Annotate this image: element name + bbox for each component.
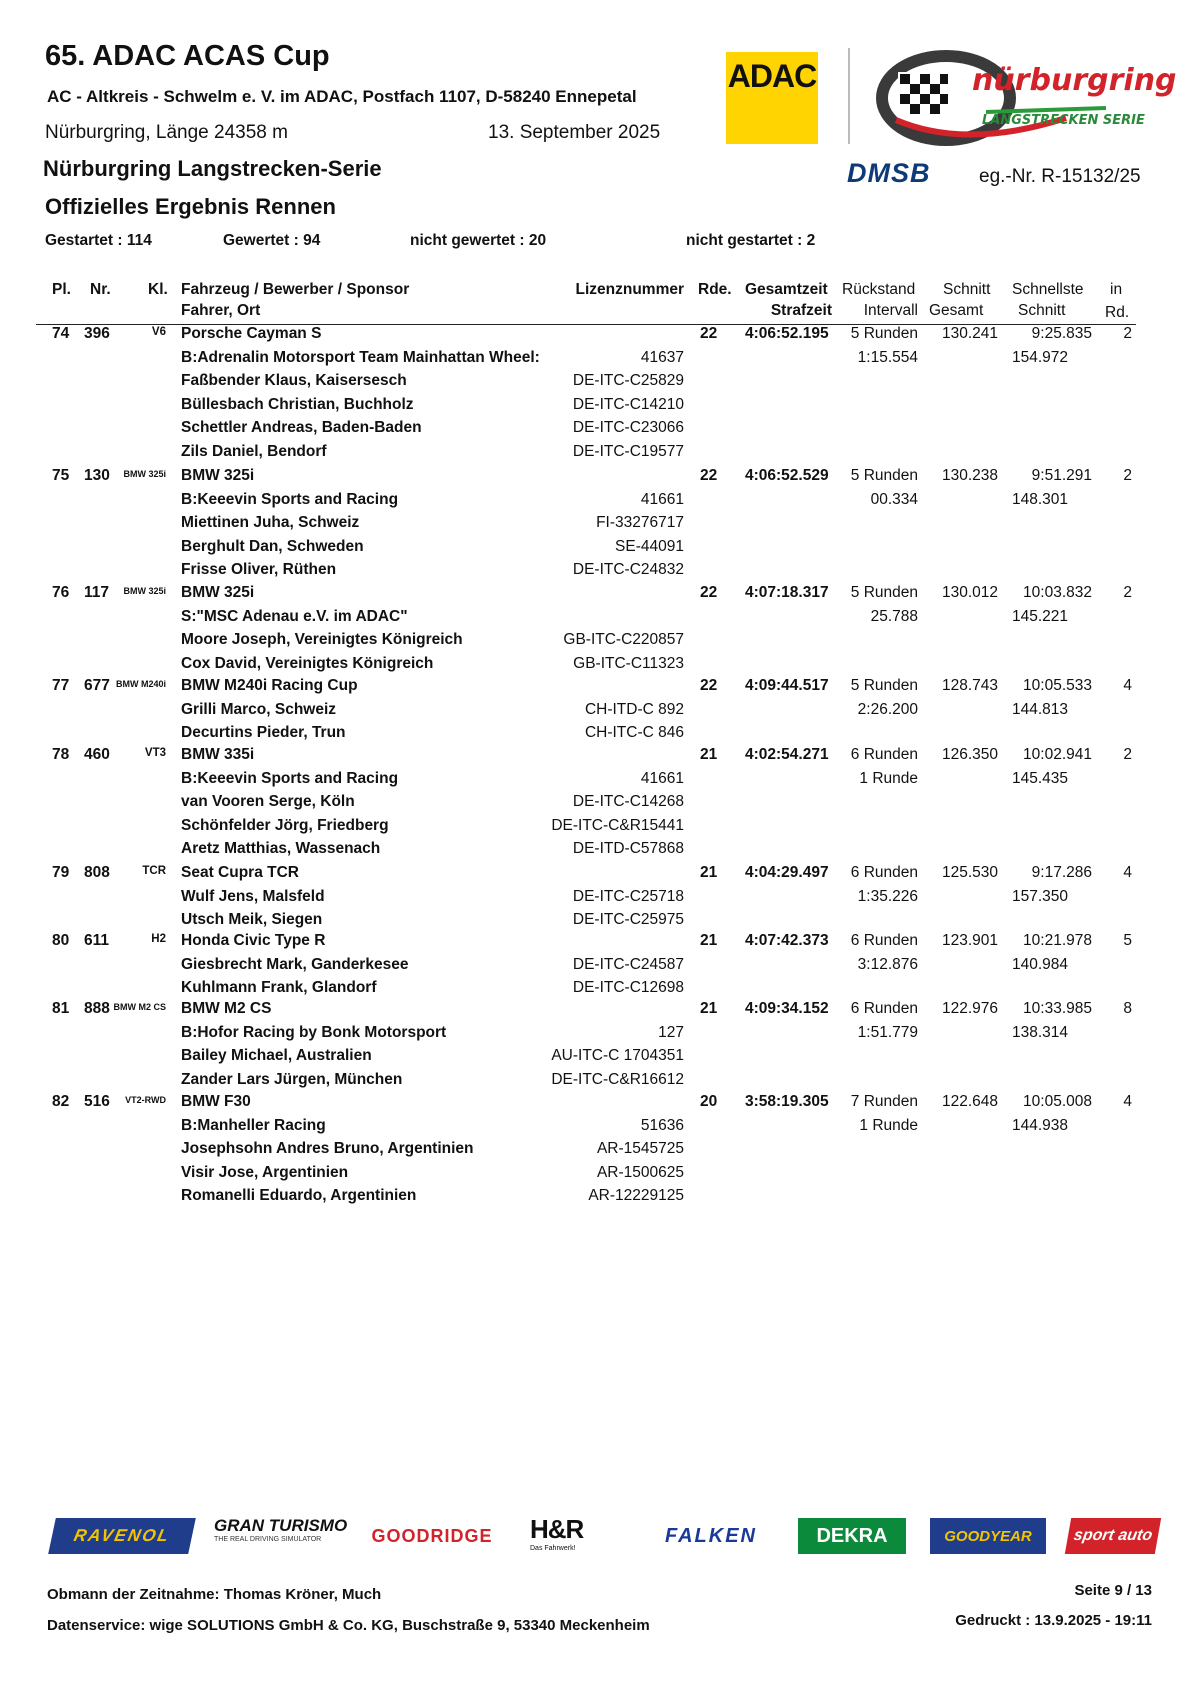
entry-class: VT3: [144, 747, 166, 759]
entry-fastest-lap: 9:17.286: [1031, 864, 1092, 881]
entry-car: BMW 325i: [181, 584, 255, 601]
entry-license: 41661: [640, 490, 684, 508]
entry-car: BMW 335i: [181, 746, 255, 763]
entry-interval: 00.334: [870, 490, 918, 508]
entry-total-time: 4:06:52.529: [745, 467, 829, 484]
entry-license: DE-ITC-C12698: [572, 979, 684, 996]
footer-page: Seite 9 / 13: [1074, 1582, 1152, 1599]
entry-fastest-avg: 157.350: [1012, 887, 1069, 905]
entry-license: CH-ITC-C 846: [584, 724, 684, 741]
entry-driver: Grilli Marco, Schweiz: [181, 700, 337, 718]
entry-total-time: 4:04:29.497: [745, 864, 829, 881]
col-interval: Intervall: [863, 302, 918, 319]
entry-license: DE-ITC-C14268: [572, 793, 684, 810]
sponsor-hr-logo: H&R Das Fahrwerk!: [530, 1514, 584, 1552]
entry-team: B:Keeevin Sports and Racing: [181, 769, 399, 787]
sponsor-goodyear-logo: GOODYEAR: [930, 1518, 1046, 1554]
entry-fastest-avg: 145.435: [1012, 769, 1069, 787]
footer-timekeeper: Obmann der Zeitnahme: Thomas Kröner, Much: [47, 1586, 382, 1603]
entry-car: BMW 325i: [181, 467, 255, 484]
entry-class: H2: [151, 933, 166, 945]
entry-laps: 22: [700, 584, 718, 601]
entry-license: AR-1500625: [596, 1163, 684, 1181]
entry-license: DE-ITC-C&R15441: [551, 816, 684, 834]
entry-fastest-round: 8: [1123, 1000, 1132, 1017]
entry-total-time: 4:06:52.195: [745, 325, 829, 342]
page-title: 65. ADAC ACAS Cup: [45, 40, 330, 72]
col-rd: Rd.: [1105, 304, 1130, 321]
entry-interval: 1:35.226: [857, 887, 918, 905]
sponsor-granturismo-logo: GRAN TURISMO THE REAL DRIVING SIMULATOR: [214, 1516, 348, 1543]
entry-fastest-avg: 144.813: [1012, 700, 1069, 718]
entry-fastest-round: 4: [1123, 864, 1132, 881]
entry-interval: 3:12.876: [857, 955, 918, 973]
entry-license: DE-ITC-C24832: [572, 561, 684, 578]
col-gap: Rückstand: [842, 281, 916, 298]
col-pl: Pl.: [52, 281, 71, 298]
entry-license: AR-12229125: [588, 1187, 684, 1204]
entry-gap: 5 Runden: [850, 467, 918, 484]
entry-driver: Decurtins Pieder, Trun: [181, 724, 346, 741]
sponsor-dekra-logo: DEKRA: [798, 1518, 906, 1554]
entry-car: BMW F30: [181, 1093, 251, 1110]
entry-driver: Utsch Meik, Siegen: [181, 911, 323, 928]
entry-fastest-avg: 145.221: [1012, 607, 1069, 625]
entry-car: BMW M2 CS: [181, 1000, 272, 1017]
entry-team: B:Keeevin Sports and Racing: [181, 490, 399, 508]
entry-license: 41637: [640, 348, 684, 366]
entry-license: DE-ITC-C14210: [572, 395, 684, 413]
entry-driver: Bailey Michael, Australien: [181, 1047, 372, 1064]
entry-position: 74: [52, 325, 70, 342]
col-vehicle: Fahrzeug / Bewerber / Sponsor: [181, 281, 410, 298]
entry-avg-speed: 130.012: [941, 584, 998, 601]
sponsor-falken-logo: FALKEN: [665, 1524, 757, 1547]
entry-gap: 6 Runden: [850, 864, 918, 881]
event-date: 13. September 2025: [488, 122, 661, 143]
col-fastest-avg: Schnitt: [1018, 302, 1066, 319]
entry-number: 396: [84, 325, 110, 342]
entry-position: 78: [52, 746, 70, 763]
entry-avg-speed: 122.976: [941, 1000, 998, 1017]
entry-laps: 21: [700, 1000, 718, 1017]
entry-class: V6: [151, 326, 166, 338]
track-info: Nürburgring, Länge 24358 m: [45, 122, 288, 143]
stat-started: Gestartet : 114: [45, 232, 152, 249]
entry-gap: 6 Runden: [850, 746, 918, 763]
stat-not-started: nicht gestartet : 2: [686, 232, 816, 249]
registration-number: eg.-Nr. R-15132/25: [979, 166, 1141, 187]
entry-driver: Miettinen Juha, Schweiz: [181, 514, 360, 531]
entry-fastest-round: 2: [1123, 325, 1132, 342]
entry-team: B:Adrenalin Motorsport Team Mainhattan Wheel:: [181, 348, 540, 366]
stat-not-rated: nicht gewertet : 20: [410, 232, 547, 249]
entry-interval: 2:26.200: [857, 700, 918, 718]
entry-number: 516: [84, 1093, 110, 1110]
entry-number: 611: [84, 932, 110, 949]
entry-position: 75: [52, 467, 70, 484]
entry-fastest-avg: 140.984: [1012, 955, 1069, 973]
entry-driver: Büllesbach Christian, Buchholz: [181, 395, 414, 413]
entry-fastest-round: 2: [1123, 746, 1132, 763]
entry-driver: Berghult Dan, Schweden: [181, 537, 364, 555]
entry-position: 77: [52, 677, 70, 694]
entry-license: 127: [658, 1023, 684, 1041]
entry-total-time: 4:09:34.152: [745, 1000, 829, 1017]
footer-dataservice: Datenservice: wige SOLUTIONS GmbH & Co. KG, Buschstraße 9, 53340 Meckenheim: [47, 1617, 650, 1634]
col-total: Gesamtzeit: [745, 281, 828, 298]
entry-license: DE-ITC-C&R16612: [551, 1070, 684, 1088]
entry-position: 81: [52, 1000, 70, 1017]
svg-text:LANGSTRECKEN SERIE: LANGSTRECKEN SERIE: [982, 113, 1145, 128]
col-rde: Rde.: [698, 281, 732, 298]
entry-avg-speed: 126.350: [941, 746, 998, 763]
entry-car: Porsche Cayman S: [181, 325, 322, 342]
entry-license: AR-1545725: [596, 1140, 684, 1157]
col-nr: Nr.: [90, 281, 111, 298]
nurburgring-logo-graphic: [876, 50, 1177, 148]
entry-class: BMW 325i: [123, 586, 166, 596]
entry-laps: 22: [700, 677, 718, 694]
entry-class: TCR: [142, 865, 166, 877]
entry-car: Honda Civic Type R: [181, 932, 326, 949]
entry-laps: 21: [700, 932, 718, 949]
entry-laps: 22: [700, 467, 718, 484]
entry-driver: Visir Jose, Argentinien: [181, 1163, 349, 1181]
entry-fastest-avg: 154.972: [1012, 348, 1069, 366]
entry-fastest-lap: 9:51.291: [1031, 467, 1092, 484]
entry-team: B:Manheller Racing: [181, 1116, 326, 1134]
col-penalty: Strafzeit: [770, 302, 832, 319]
col-license: Lizenznummer: [575, 281, 684, 298]
entry-fastest-lap: 10:02.941: [1023, 746, 1092, 763]
entry-laps: 22: [700, 325, 718, 342]
entry-driver: Wulf Jens, Malsfeld: [181, 887, 325, 905]
entry-driver: Frisse Oliver, Rüthen: [181, 561, 337, 578]
entry-driver: Faßbender Klaus, Kaisersesch: [181, 372, 407, 389]
entry-class: BMW 325i: [123, 469, 166, 479]
entry-interval: 25.788: [870, 607, 918, 625]
entry-fastest-lap: 10:05.008: [1023, 1093, 1092, 1110]
entry-gap: 7 Runden: [850, 1093, 918, 1110]
entry-number: 808: [84, 864, 110, 881]
dmsb-logo: DMSB: [847, 158, 931, 188]
stat-rated: Gewertet : 94: [223, 232, 321, 249]
nurburgring-logo: [876, 50, 1177, 148]
entry-total-time: 3:58:19.305: [745, 1093, 829, 1110]
entry-number: 130: [84, 467, 110, 484]
entry-license: DE-ITC-C19577: [572, 442, 684, 460]
entry-position: 82: [52, 1093, 70, 1110]
col-avg-total: Gesamt: [929, 302, 984, 319]
entry-fastest-round: 4: [1123, 677, 1132, 694]
entry-team: S:"MSC Adenau e.V. im ADAC": [181, 607, 408, 625]
entry-gap: 6 Runden: [850, 932, 918, 949]
entry-license: GB-ITC-C220857: [563, 631, 684, 648]
entry-laps: 21: [700, 864, 718, 881]
entry-class: VT2-RWD: [125, 1095, 166, 1105]
entry-driver: van Vooren Serge, Köln: [181, 793, 355, 810]
entry-fastest-avg: 144.938: [1012, 1116, 1069, 1134]
entry-avg-speed: 130.238: [941, 467, 998, 484]
entry-interval: 1 Runde: [859, 769, 918, 787]
entry-interval: 1:51.779: [857, 1023, 918, 1041]
entry-total-time: 4:07:42.373: [745, 932, 829, 949]
entry-total-time: 4:02:54.271: [745, 746, 829, 763]
adac-logo: ADAC: [726, 52, 818, 144]
logo-divider: [848, 48, 850, 144]
entry-avg-speed: 128.743: [941, 677, 998, 694]
entry-fastest-avg: 148.301: [1012, 490, 1069, 508]
col-kl: Kl.: [148, 281, 168, 298]
entry-total-time: 4:07:18.317: [745, 584, 829, 601]
entry-laps: 21: [700, 746, 718, 763]
entry-class: BMW M2 CS: [113, 1002, 166, 1012]
entry-fastest-round: 2: [1123, 584, 1132, 601]
svg-text:nürburgring: nürburgring: [972, 63, 1177, 98]
sponsor-ravenol-logo: RAVENOL: [48, 1518, 196, 1554]
entry-avg-speed: 123.901: [941, 932, 998, 949]
entry-license: 41661: [640, 769, 684, 787]
entry-driver: Zils Daniel, Bendorf: [181, 442, 327, 460]
entry-fastest-lap: 10:33.985: [1023, 1000, 1092, 1017]
entry-avg-speed: 125.530: [941, 864, 998, 881]
entry-avg-speed: 122.648: [941, 1093, 998, 1110]
entry-driver: Aretz Matthias, Wassenach: [181, 840, 381, 857]
entry-license: CH-ITD-C 892: [584, 700, 684, 718]
entry-fastest-round: 5: [1123, 932, 1132, 949]
entry-license: DE-ITC-C25975: [572, 911, 684, 928]
entry-gap: 6 Runden: [850, 1000, 918, 1017]
entry-fastest-lap: 10:03.832: [1023, 584, 1092, 601]
entry-license: SE-44091: [615, 537, 684, 555]
entry-class: BMW M240i: [115, 679, 166, 689]
entry-position: 79: [52, 864, 70, 881]
entry-license: GB-ITC-C11323: [573, 654, 684, 672]
entry-interval: 1:15.554: [857, 348, 918, 366]
result-title: Offizielles Ergebnis Rennen: [45, 194, 336, 219]
entry-license: DE-ITD-C57868: [572, 840, 684, 857]
entry-gap: 5 Runden: [850, 584, 918, 601]
entry-fastest-lap: 9:25.835: [1031, 325, 1092, 342]
entry-team: B:Hofor Racing by Bonk Motorsport: [181, 1023, 447, 1041]
entry-number: 677: [84, 677, 110, 694]
entry-driver: Cox David, Vereinigtes Königreich: [181, 654, 434, 672]
entry-fastest-round: 4: [1123, 1093, 1132, 1110]
sponsor-goodridge-logo: GOODRIDGE: [371, 1525, 493, 1546]
entry-license: DE-ITC-C23066: [572, 419, 684, 436]
entry-number: 117: [84, 584, 110, 601]
sponsor-sportauto-logo: sport auto: [1065, 1518, 1161, 1554]
entry-driver: Romanelli Eduardo, Argentinien: [181, 1187, 417, 1204]
entry-avg-speed: 130.241: [941, 325, 998, 342]
entry-license: DE-ITC-C25718: [572, 887, 684, 905]
entry-car: BMW M240i Racing Cup: [181, 677, 358, 694]
entry-laps: 20: [700, 1093, 718, 1110]
entry-car: Seat Cupra TCR: [181, 864, 299, 881]
entry-total-time: 4:09:44.517: [745, 677, 829, 694]
entry-fastest-avg: 138.314: [1012, 1023, 1069, 1041]
entry-driver: Schettler Andreas, Baden-Baden: [181, 419, 422, 436]
entry-license: 51636: [640, 1116, 684, 1134]
entry-license: DE-ITC-C24587: [572, 955, 684, 973]
entry-fastest-lap: 10:21.978: [1023, 932, 1092, 949]
entry-gap: 5 Runden: [850, 677, 918, 694]
entry-license: AU-ITC-C 1704351: [551, 1047, 684, 1064]
col-driver: Fahrer, Ort: [181, 302, 261, 319]
entry-driver: Josephsohn Andres Bruno, Argentinien: [181, 1140, 474, 1157]
series-name: Nürburgring Langstrecken-Serie: [43, 156, 382, 181]
entry-fastest-round: 2: [1123, 467, 1132, 484]
entry-gap: 5 Runden: [850, 325, 918, 342]
entry-interval: 1 Runde: [859, 1116, 918, 1134]
entry-position: 76: [52, 584, 70, 601]
entry-number: 888: [84, 1000, 110, 1017]
entry-driver: Kuhlmann Frank, Glandorf: [181, 979, 377, 996]
entry-license: FI-33276717: [596, 514, 684, 531]
col-avg: Schnitt: [943, 281, 991, 298]
entry-driver: Zander Lars Jürgen, München: [181, 1070, 403, 1088]
entry-driver: Schönfelder Jörg, Friedberg: [181, 816, 389, 834]
col-in: in: [1110, 281, 1123, 298]
entry-number: 460: [84, 746, 110, 763]
entry-fastest-lap: 10:05.533: [1023, 677, 1092, 694]
col-fastest: Schnellste: [1012, 281, 1084, 298]
entry-driver: Giesbrecht Mark, Ganderkesee: [181, 955, 409, 973]
footer-printed: Gedruckt : 13.9.2025 - 19:11: [955, 1612, 1152, 1629]
entry-license: DE-ITC-C25829: [572, 372, 684, 389]
organizer: AC - Altkreis - Schwelm e. V. im ADAC, Postfach 1107, D-58240 Ennepetal: [47, 87, 637, 106]
entry-position: 80: [52, 932, 70, 949]
entry-driver: Moore Joseph, Vereinigtes Königreich: [181, 631, 463, 648]
